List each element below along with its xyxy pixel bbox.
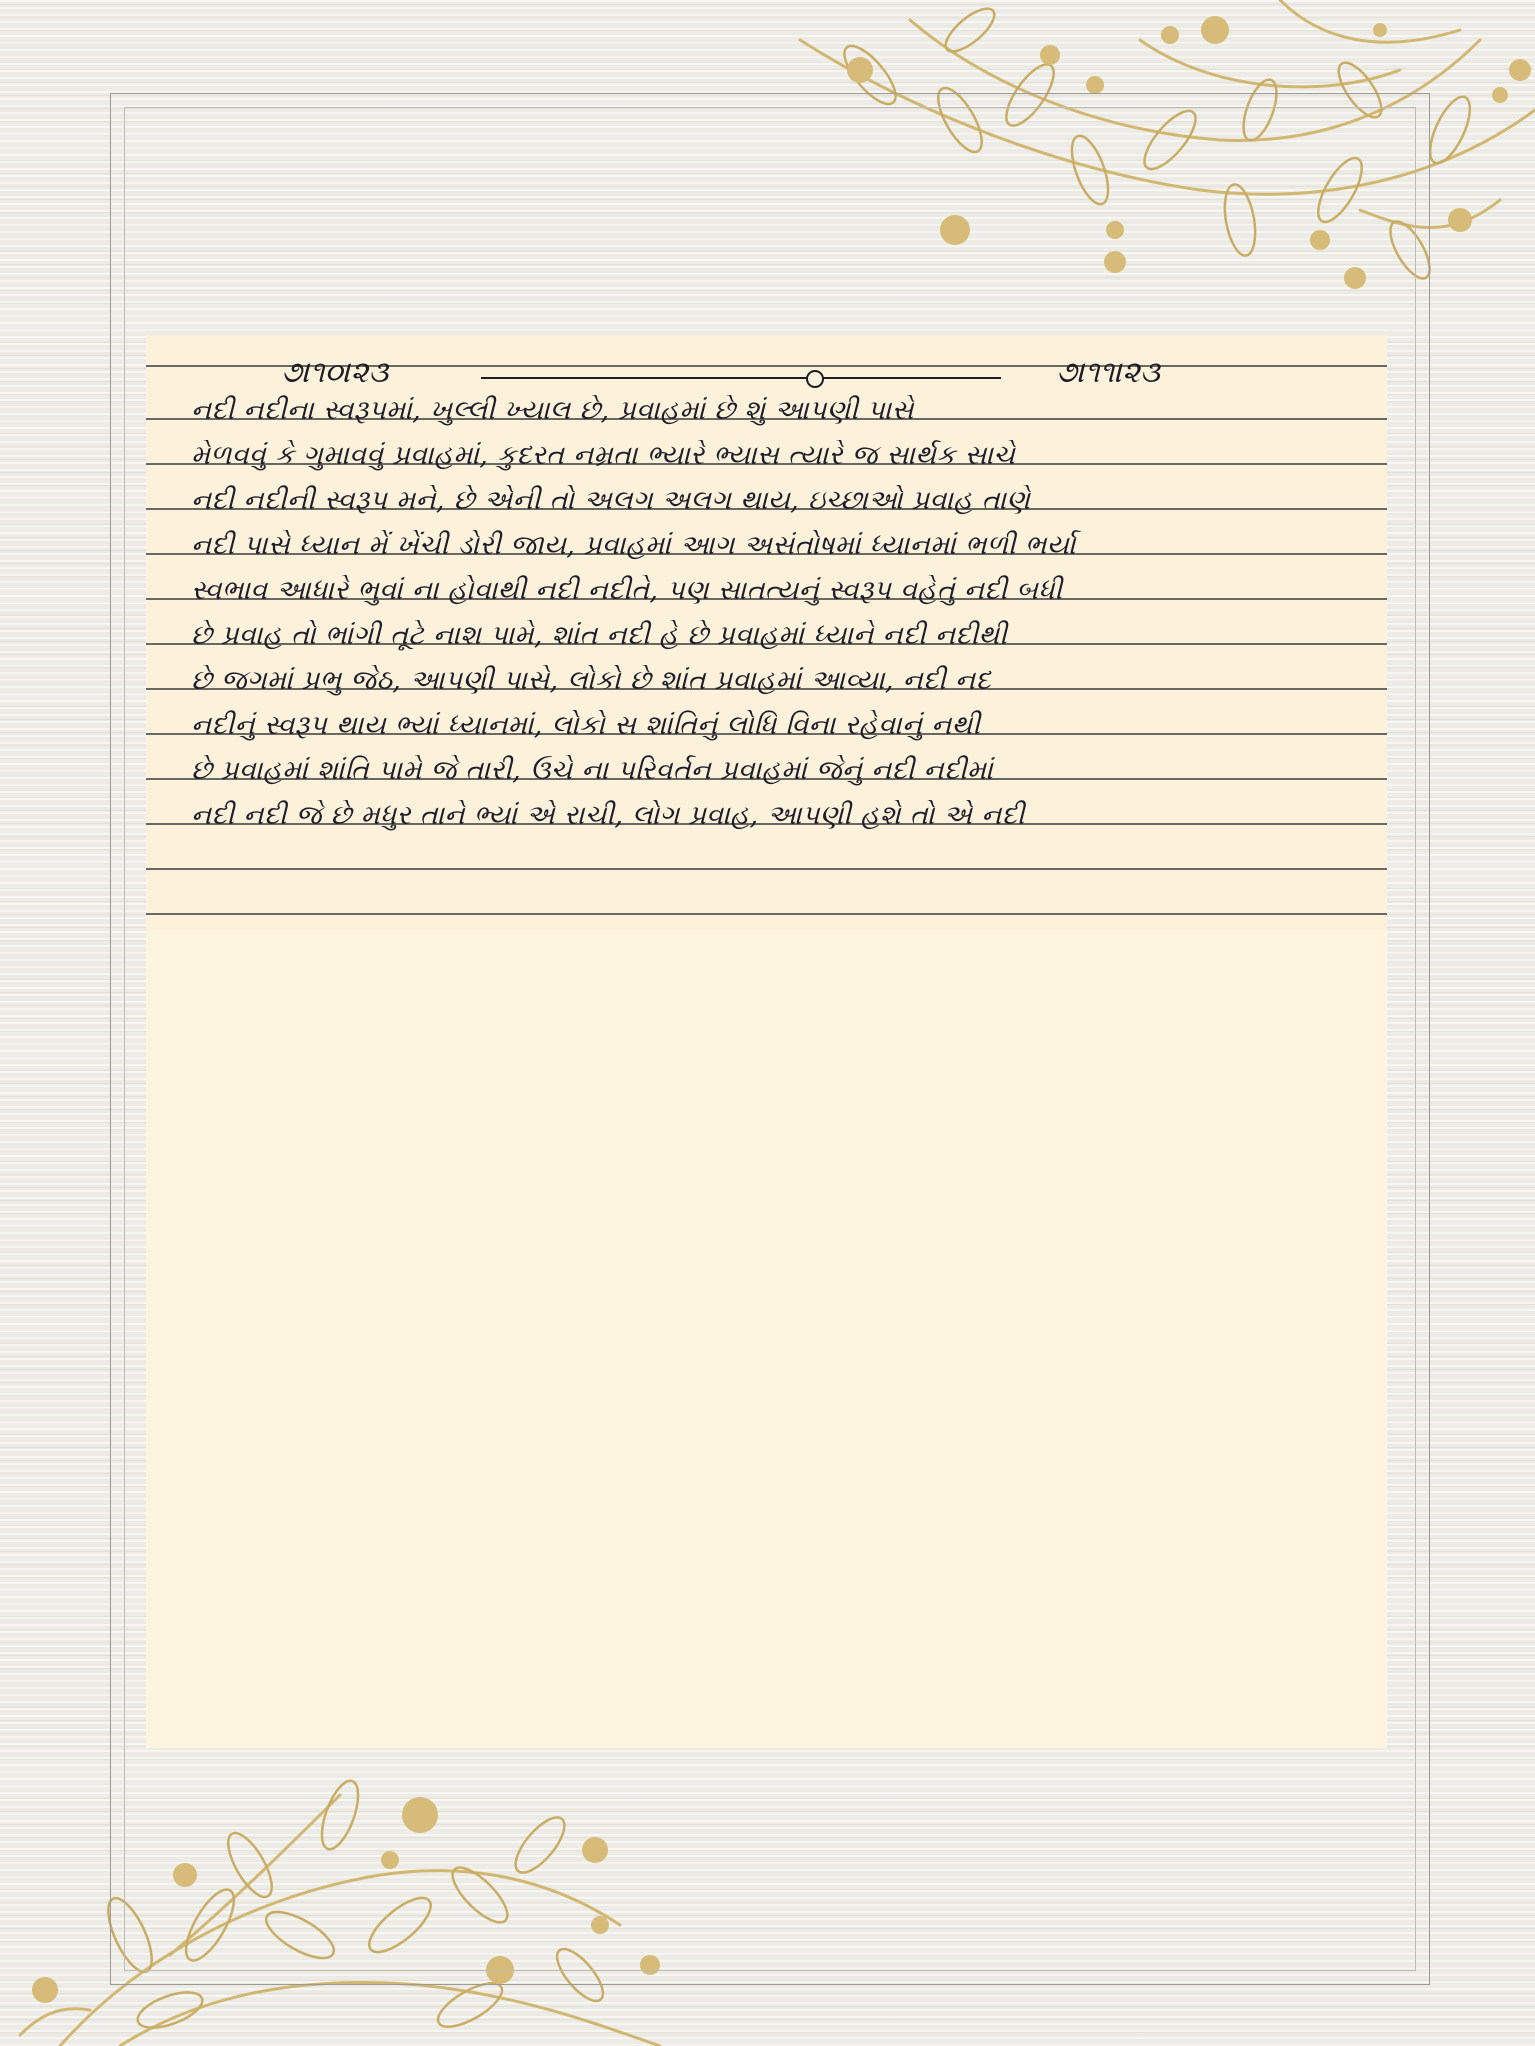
ruled-line [146,868,1387,870]
date-header [146,353,1387,393]
handwritten-line-3: નદી નદીની સ્વરૂપ મને, છે એની તો અલગ અલગ થાય, ઇચ્છાઓ પ્રવાહ તાણે [191,485,1031,516]
handwritten-line-9: છે પ્રવાહમાં શાંતિ પામે જે તારી, ઉંચે ના પરિવર્તન પ્રવાહમાં જેનું નદી નદીમાં [191,755,994,786]
date-connector-line [481,377,1001,379]
date-connector-dot [806,370,824,388]
handwritten-line-4: નદી પાસે ધ્યાન મેં ખેંચી ડોરી જાય, પ્રવાહમાં આગ અસંતોષમાં ધ્યાનમાં ભળી ભર્યા [191,530,1076,561]
handwritten-line-1: નદી નદીના સ્વરૂપમાં, ખુલ્લી ખ્યાલ છે, પ્રવાહમાં છે શું આપણી પાસે [191,395,914,426]
handwritten-line-2: મેળવવું કે ગુમાવવું પ્રવાહમાં, કુદરત નમ્રતા ભ્યારે ભ્યાસ ત્યારે જ સાર્થક સાચે [191,440,1016,471]
end-date: ૭।૧૧।૨૩ [1056,355,1160,390]
handwritten-line-5: સ્વભાવ આધારે ભુવાં ના હોવાથી નદી નદીતે, પણ સાતત્યનું સ્વરૂપ વહેતું નદી બધી [191,575,1063,606]
handwritten-line-6: છે પ્રવાહ તો ભાંગી તૂટે નાશ પામે, શાંત નદી હે છે પ્રવાહમાં ધ્યાને નદી નદીથી [191,620,1008,651]
handwritten-line-7: છે જગમાં પ્રભુ જેઠ, આપણી પાસે, લોકો છે શાંત પ્રવાહમાં આવ્યા, નદી નદ [191,665,991,696]
handwritten-line-10: નદી નદી જે છે મધુર તાને ભ્યાં એ રાચી, લોગ પ્રવાહ, આપણી હશે તો એ નદી [191,800,1025,831]
handwritten-line-8: નદીનું સ્વરૂપ થાય ભ્યાં ધ્યાનમાં, લોકો સ શાંતિનું લોધિ વિના રહેવાનું નથી [191,710,981,741]
ruled-line [146,913,1387,915]
start-date: ૭।૧૦।૨૩ [281,355,389,390]
handwritten-note-photo [146,335,1387,930]
